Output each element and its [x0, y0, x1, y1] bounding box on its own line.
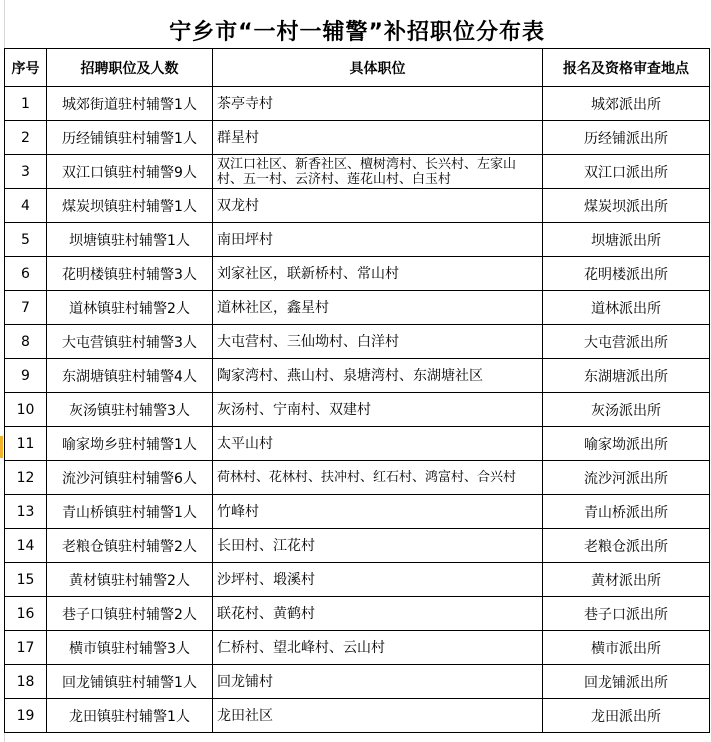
row-office-cell[interactable]: 灰汤派出所 — [543, 393, 710, 427]
row-position-cell[interactable]: 双江口镇驻村辅警9人 — [47, 155, 213, 189]
table-row — [5, 427, 710, 461]
row-index-cell[interactable]: 6 — [5, 257, 47, 291]
table-row — [5, 189, 710, 223]
row-villages-cell[interactable]: 南田坪村 — [213, 223, 543, 257]
row-position-cell[interactable]: 巷子口镇驻村辅警2人 — [47, 597, 213, 631]
title-row — [5, 12, 710, 49]
table-row — [5, 665, 710, 699]
row-office-cell[interactable]: 喻家坳派出所 — [543, 427, 710, 461]
row-villages-cell[interactable]: 大屯营村、三仙坳村、白洋村 — [213, 325, 543, 359]
row-index-cell[interactable]: 5 — [5, 223, 47, 257]
row-office-cell[interactable]: 回龙铺派出所 — [543, 665, 710, 699]
table-row — [5, 563, 710, 597]
row-office-cell[interactable]: 城郊派出所 — [543, 87, 710, 121]
row-index-cell[interactable]: 10 — [5, 393, 47, 427]
row-position-cell[interactable]: 历经铺镇驻村辅警1人 — [47, 121, 213, 155]
table-title: 宁乡市“一村一辅警”补招职位分布表 — [169, 19, 545, 45]
row-index-cell[interactable]: 1 — [5, 87, 47, 121]
row-office-cell[interactable]: 青山桥派出所 — [543, 495, 710, 529]
row-office-cell[interactable]: 黄材派出所 — [543, 563, 710, 597]
table-row — [5, 461, 710, 495]
row-index-cell[interactable]: 14 — [5, 529, 47, 563]
header-position[interactable]: 招聘职位及人数 — [47, 49, 213, 87]
row-office-cell[interactable]: 流沙河派出所 — [543, 461, 710, 495]
row-position-cell[interactable]: 大屯营镇驻村辅警3人 — [47, 325, 213, 359]
row-position-cell[interactable]: 老粮仓镇驻村辅警2人 — [47, 529, 213, 563]
table-row — [5, 495, 710, 529]
row-villages-cell[interactable]: 茶亭寺村 — [213, 87, 543, 121]
header-index[interactable]: 序号 — [5, 49, 47, 87]
row-position-cell[interactable]: 龙田镇驻村辅警1人 — [47, 699, 213, 733]
row-index-cell[interactable]: 11 — [5, 427, 47, 461]
row-villages-cell[interactable]: 刘家社区，联新桥村、常山村 — [213, 257, 543, 291]
row-index-cell[interactable]: 16 — [5, 597, 47, 631]
row-office-cell[interactable]: 双江口派出所 — [543, 155, 710, 189]
table-row — [5, 597, 710, 631]
row-office-cell[interactable]: 老粮仓派出所 — [543, 529, 710, 563]
table-row — [5, 87, 710, 121]
row-office-cell[interactable]: 东湖塘派出所 — [543, 359, 710, 393]
row-position-cell[interactable]: 花明楼镇驻村辅警3人 — [47, 257, 213, 291]
table-row — [5, 325, 710, 359]
row-villages-cell[interactable]: 竹峰村 — [213, 495, 543, 529]
row-villages-cell[interactable]: 双江口社区、新香社区、檀树湾村、长兴村、左家山村、五一村、云济村、莲花山村、白玉村 — [213, 155, 543, 189]
header-office[interactable]: 报名及资格审查地点 — [543, 49, 710, 87]
row-villages-cell[interactable]: 回龙铺村 — [213, 665, 543, 699]
row-villages-cell[interactable]: 陶家湾村、燕山村、泉塘湾村、东湖塘社区 — [213, 359, 543, 393]
row-villages-cell[interactable]: 道林社区，鑫星村 — [213, 291, 543, 325]
row-office-cell[interactable]: 巷子口派出所 — [543, 597, 710, 631]
row-position-cell[interactable]: 东湖塘镇驻村辅警4人 — [47, 359, 213, 393]
row-office-cell[interactable]: 坝塘派出所 — [543, 223, 710, 257]
row-position-cell[interactable]: 煤炭坝镇驻村辅警1人 — [47, 189, 213, 223]
table-row — [5, 257, 710, 291]
row-position-cell[interactable]: 横市镇驻村辅警3人 — [47, 631, 213, 665]
row-villages-cell[interactable]: 灰汤村、宁南村、双建村 — [213, 393, 543, 427]
table-row — [5, 359, 710, 393]
row-position-cell[interactable]: 流沙河镇驻村辅警6人 — [47, 461, 213, 495]
header-detail[interactable]: 具体职位 — [213, 49, 543, 87]
row-villages-cell[interactable]: 荷林村、花林村、扶冲村、红石村、鸿富村、合兴村 — [213, 461, 543, 495]
row-office-cell[interactable]: 历经铺派出所 — [543, 121, 710, 155]
row-index-cell[interactable]: 7 — [5, 291, 47, 325]
row-office-cell[interactable]: 大屯营派出所 — [543, 325, 710, 359]
row-villages-cell[interactable]: 太平山村 — [213, 427, 543, 461]
row-index-cell[interactable]: 9 — [5, 359, 47, 393]
row-position-cell[interactable]: 喻家坳乡驻村辅警1人 — [47, 427, 213, 461]
active-row-marker — [0, 436, 3, 458]
row-villages-cell[interactable]: 仁桥村、望北峰村、云山村 — [213, 631, 543, 665]
row-index-cell[interactable]: 12 — [5, 461, 47, 495]
recruitment-table — [4, 12, 710, 733]
row-position-cell[interactable]: 黄材镇驻村辅警2人 — [47, 563, 213, 597]
row-office-cell[interactable]: 煤炭坝派出所 — [543, 189, 710, 223]
row-villages-cell[interactable]: 联花村、黄鹤村 — [213, 597, 543, 631]
row-index-cell[interactable]: 15 — [5, 563, 47, 597]
row-position-cell[interactable]: 城郊街道驻村辅警1人 — [47, 87, 213, 121]
table-row — [5, 529, 710, 563]
table-row — [5, 631, 710, 665]
row-index-cell[interactable]: 13 — [5, 495, 47, 529]
row-villages-cell[interactable]: 龙田社区 — [213, 699, 543, 733]
row-position-cell[interactable]: 道林镇驻村辅警2人 — [47, 291, 213, 325]
row-office-cell[interactable]: 道林派出所 — [543, 291, 710, 325]
row-index-cell[interactable]: 19 — [5, 699, 47, 733]
row-office-cell[interactable]: 横市派出所 — [543, 631, 710, 665]
row-position-cell[interactable]: 青山桥镇驻村辅警1人 — [47, 495, 213, 529]
row-index-cell[interactable]: 18 — [5, 665, 47, 699]
table-row — [5, 155, 710, 189]
table-row — [5, 393, 710, 427]
row-office-cell[interactable]: 龙田派出所 — [543, 699, 710, 733]
row-position-cell[interactable]: 灰汤镇驻村辅警3人 — [47, 393, 213, 427]
row-villages-cell[interactable]: 长田村、江花村 — [213, 529, 543, 563]
header-row — [5, 49, 710, 87]
table-row — [5, 699, 710, 733]
table-row — [5, 291, 710, 325]
table-row — [5, 223, 710, 257]
row-index-cell[interactable]: 17 — [5, 631, 47, 665]
row-position-cell[interactable]: 坝塘镇驻村辅警1人 — [47, 223, 213, 257]
row-index-cell[interactable]: 2 — [5, 121, 47, 155]
row-index-cell[interactable]: 4 — [5, 189, 47, 223]
row-position-cell[interactable]: 回龙铺镇驻村辅警1人 — [47, 665, 213, 699]
row-villages-cell[interactable]: 双龙村 — [213, 189, 543, 223]
row-villages-cell[interactable]: 群星村 — [213, 121, 543, 155]
row-villages-cell[interactable]: 沙坪村、塅溪村 — [213, 563, 543, 597]
row-office-cell[interactable]: 花明楼派出所 — [543, 257, 710, 291]
table-row — [5, 121, 710, 155]
row-index-cell[interactable]: 3 — [5, 155, 47, 189]
row-index-cell[interactable]: 8 — [5, 325, 47, 359]
